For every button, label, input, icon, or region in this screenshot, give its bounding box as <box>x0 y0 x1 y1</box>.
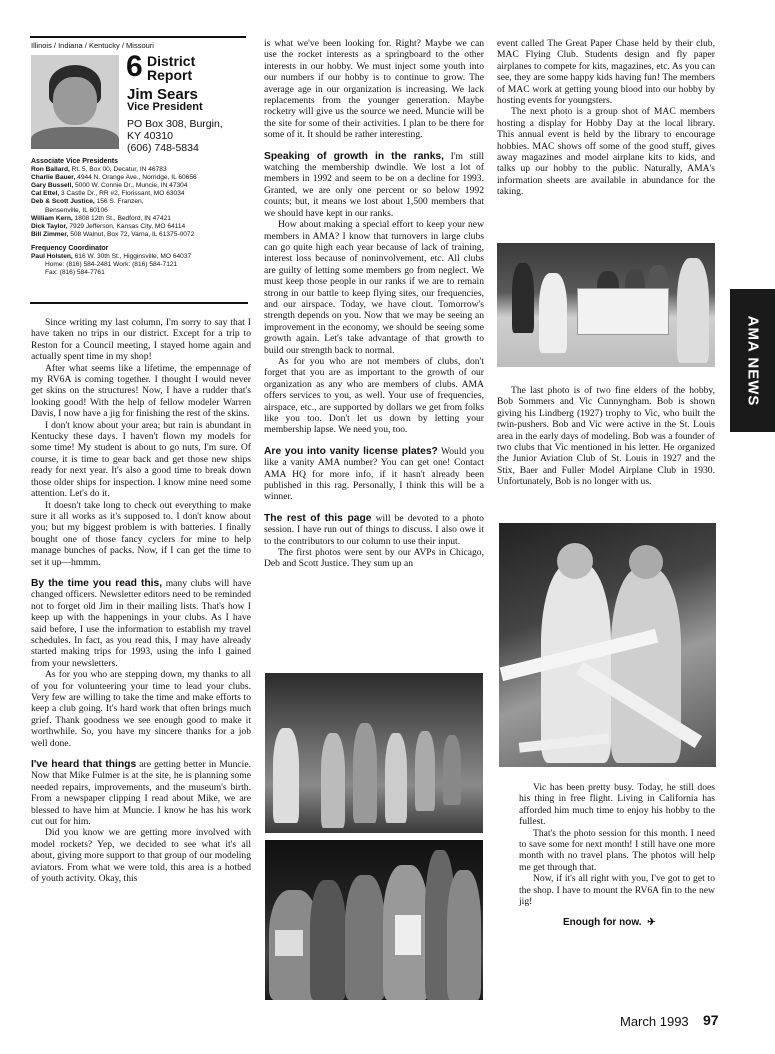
paragraph-lead: Are you into vanity license plates? <box>264 445 438 457</box>
paragraph <box>31 317 251 363</box>
paragraph <box>519 782 715 828</box>
associate-entry: Ron Ballard, Rt. 5, Box 00, Decatur, IN 46783 <box>31 166 167 174</box>
photo-library-display <box>497 243 715 367</box>
footer-page-number: 97 <box>703 1012 719 1028</box>
paragraph-text: The next photo is a group shot of MAC members hosting a display for Hobby Day at the local library. This annual event is held by the library to encourage hobbies. MAC shows off some of the good stuff, gives away magazines and model airplane kits to kids, and talks up our hobby to the public. Naturally, AMA's information sheets are available in abundance for the taking. <box>497 106 715 198</box>
associate-entry: Cal Ettel, 3 Castle Dr., RR #2, Florissant, MO 63034 <box>31 190 185 198</box>
paragraph <box>264 547 484 570</box>
vp-name: Jim Sears <box>127 86 198 103</box>
associate-entry: Bensenville, IL 60106 <box>45 206 108 214</box>
paragraph-lead: I've heard that things <box>31 759 137 771</box>
associate-entry: Bill Zimmer, 508 Walnut, Box 72, Varna, IL 61375-0072 <box>31 230 195 238</box>
associate-entry: Dick Taylor, 7929 Jefferson, Kansas City, MO 64114 <box>31 222 186 230</box>
paragraph-text: That's the photo session for this month. I need to save some for next month! I still have one more month with no travel plans. The photos will help me get through that. <box>519 827 715 873</box>
paragraph <box>264 38 484 141</box>
paragraph-text: Would you like a vanity AMA number? You can get one! Contact AMA HQ for more info, if it hasn't already been published in this rag. Personally, I think this will be a winner. <box>264 445 484 503</box>
paragraph <box>497 38 715 106</box>
vp-role: Vice President <box>127 101 203 113</box>
paragraph <box>519 873 715 907</box>
vp-phone: (606) 748-5834 <box>127 142 199 154</box>
associate-entry: Gary Bussell, 5000 W. Connie Dr., Muncie, IN 47304 <box>31 182 188 190</box>
column-1 <box>31 317 251 885</box>
paragraph-text: After what seems like a lifetime, the empennage of my RV6A is coming together. I thought I would never get skins on the structures! Now, I have a rudder that's looking good! With the help of fellow modeler Warren Davis, I now have a jig for finishing the rest of the skins. <box>31 362 251 420</box>
paragraph <box>264 446 484 503</box>
paragraph-lead: Speaking of growth in the ranks, <box>264 150 445 162</box>
paragraph-text: is what we've been looking for. Right? Maybe we can use the rocket interests as a springboard to the other interests in our hobby. We must inject some youth into our numbers if our hobby is to continue to grow. The average age in our organization is increasing. We lack replacements from the younger generation. Maybe rocketry will give us the source we need. Muncie will be the site for some of their activities. I plan to be there for some of it. It should be rather interesting. <box>264 38 484 141</box>
paragraph-text: As for you who are stepping down, my thanks to all of you for volunteering your time to lead your clubs. Very few are willing to take the time and make efforts to keep a club going. It's hard work that often brings much grief. Thank goodness we see enough good to make it worthwhile. So, you have my sincere thanks for a job well done. <box>31 669 251 749</box>
vp-address2: KY 40310 <box>127 130 173 142</box>
photo-bob-and-vic <box>499 523 716 767</box>
paragraph-text: As for you who are not members of clubs, don't forget that you are as important to the growth of our organization as any who are members of clubs. AMA offers services to you, as well. Your use of frequencies, airspace, etc., are supported by dollars we get from folks like you too. Don't let us down by letting your membership lapse. We need you, too. <box>264 355 484 436</box>
paragraph-text: I'm still watching the membership dwindle. We lost a lot of members in 1992 and seem to be on a decline for 1993. Granted, we are only one percent or so below 1992 counts; but, it means we lost about 1,500 members that we should have kept in our ranks. <box>264 150 484 219</box>
paragraph-text: Did you know we are getting more involved with model rockets? Yep, we decided to see what it's all about, giving more support to that group of our modeling aviators. From what we were told, this area is a hotbed of youth activity. Okay, this <box>31 827 251 885</box>
paragraph <box>31 827 251 884</box>
paragraph <box>31 363 251 420</box>
paragraph-text: It doesn't take long to check out everything to make sure it all works as it's supposed to. I don't know about you; but my biggest problem is with batteries. I finally bought one of those fancy cyclers for mine to help manage bunches of packs. Now, if I can get the time to set it up—hmmm. <box>31 499 251 568</box>
top-rule <box>30 36 246 38</box>
paragraph-text: I don't know about your area; but rain is abundant in Kentucky these days. I haven't flown my models for some time! My student is about to go nuts, I'm sure. Of course, it is time to gear back and get those new ships ready for next year. It's also a good time to break down those older ships for inspection. I know mine need some attention. Let's do it. <box>31 419 251 500</box>
paragraph <box>519 828 715 874</box>
paragraph <box>31 759 251 827</box>
footer-date: March 1993 <box>620 1014 689 1029</box>
associate-entry: Deb & Scott Justice, 156 S. Franzen, <box>31 198 144 206</box>
signoff <box>563 917 656 928</box>
column-3-top <box>497 38 715 198</box>
paragraph-text: Since writing my last column, I'm sorry to say that I have taken no trips in our district. Except for a trip to Reston for a Council meeting, I stayed home again and actually spent time in my shop! <box>31 317 251 363</box>
photo-kids-with-kits <box>265 840 483 1000</box>
signoff-text: Enough for now. <box>563 917 642 928</box>
associate-entry: Charlie Bauer, 4944 N. Orange Ave., Norridge, IL 60656 <box>31 174 197 182</box>
paragraph-text: are getting better in Muncie. Now that Mike Fulmer is at the site, he is planning some needed repairs, improvements, and the museum's birth. From a newspaper clipping I read about Mike, we are blessed to have him at Muncie. I know he has his work cut out for him. <box>31 759 251 828</box>
report-word: Report <box>147 67 193 83</box>
airplane-icon: ✈ <box>647 917 656 928</box>
paragraph <box>31 578 251 669</box>
paragraph <box>264 151 484 219</box>
paragraph <box>264 513 484 547</box>
ama-news-tab: AMA NEWS <box>730 289 775 432</box>
paragraph <box>264 219 484 356</box>
author-portrait <box>31 55 119 149</box>
column-2 <box>264 38 484 570</box>
paragraph <box>31 669 251 749</box>
paragraph-text: will be devoted to a photo session. I have run out of things to discuss. I also owe it to the contributors to our column to use their input. <box>264 512 484 547</box>
paragraph-text: Vic has been pretty busy. Today, he still does his thing in free flight. Living in California has afforded him much time to enjoy his hobby to the fullest. <box>519 782 715 828</box>
frequency-line1: Paul Holsten, 616 W. 30th St., Higginsville, MO 64037 <box>31 253 192 261</box>
vp-address1: PO Box 308, Burgin, <box>127 118 223 130</box>
paragraph-text: The last photo is of two fine elders of the hobby, Bob Sommers and Vic Cunnyngham. Bob is shown giving his Lindberg (1927) trophy to Vic, who built the twin-pushers. Bob and Vic were active in the St. Louis area in the early days of modeling. Bob was a founder of two clubs that Vic mentioned in his letter. He organized the Junior Aviation Club of St. Louis in 1927 and the Stix, Baer and Fuller Model Airplane Club in 1930. Unfortunately, Bob is no longer with us. <box>497 385 715 488</box>
district-word: District <box>147 53 196 69</box>
paragraph <box>264 356 484 436</box>
states-line: Illinois / Indiana / Kentucky / Missouri <box>31 41 154 50</box>
column-3-middle <box>497 385 715 488</box>
header-bottom-rule <box>30 302 248 304</box>
paragraph-text: Now, if it's all right with you, I've got to get to the shop. I have to mount the RV6A fin to the new jig! <box>519 873 715 908</box>
frequency-line2: Home: (816) 584-2481 Work: (816) 584-7121 <box>45 261 178 269</box>
district-number: 6 <box>126 50 143 83</box>
photo-paper-chase <box>265 673 483 833</box>
associates-box <box>31 158 251 277</box>
paragraph <box>31 500 251 568</box>
paragraph-text: The first photos were sent by our AVPs in Chicago, Deb and Scott Justice. They sum up an <box>264 547 484 570</box>
associates-title: Associate Vice Presidents <box>31 158 119 165</box>
column-3-bottom <box>519 782 715 907</box>
paragraph <box>497 106 715 197</box>
paragraph <box>31 420 251 500</box>
paragraph-text: event called The Great Paper Chase held by their club, MAC Flying Club. Students design and fly paper airplanes to compete for kits, magazines, etc. As you can see, they are some happy kids having fun! The members of MAC work at getting young blood into our hobby by hosting events for youngsters. <box>497 38 715 107</box>
associate-entry: William Kern, 1808 12th St., Bedford, IN 47421 <box>31 214 171 222</box>
paragraph-lead: By the time you read this, <box>31 577 163 589</box>
frequency-line3: Fax: (816) 584-7761 <box>45 269 105 277</box>
paragraph <box>497 385 715 488</box>
paragraph-text: many clubs will have changed officers. Newsletter editors need to be reminded not to forget old Jim in their mailing lists. That's how I keep up with the happenings in your clubs. As I have said before, I use the information to establish my travel schedules. In fact, as you read this, I may have already started making trips for 1993, using the info I gained from your newsletters. <box>31 577 251 669</box>
paragraph-lead: The rest of this page <box>264 512 372 524</box>
paragraph-text: How about making a special effort to keep your new members in AMA? I know that turnovers in large clubs can go quite high each year because of lack of training, interest loss because of noninvolvement, etc. All clubs are guilty of letting some members go from neglect. We must keep those people in our ranks if we are to remain strong in our battle to keep flying sites, our frequencies, and our airspace. Today, we have clout. Tomorrow's strength depends on you. Now that we may be seeing an improvement in the economy, we should be seeing some growth again. Let's take advantage of that growth to build our strength back to normal. <box>264 219 484 356</box>
frequency-title: Frequency Coordinator <box>31 244 109 252</box>
